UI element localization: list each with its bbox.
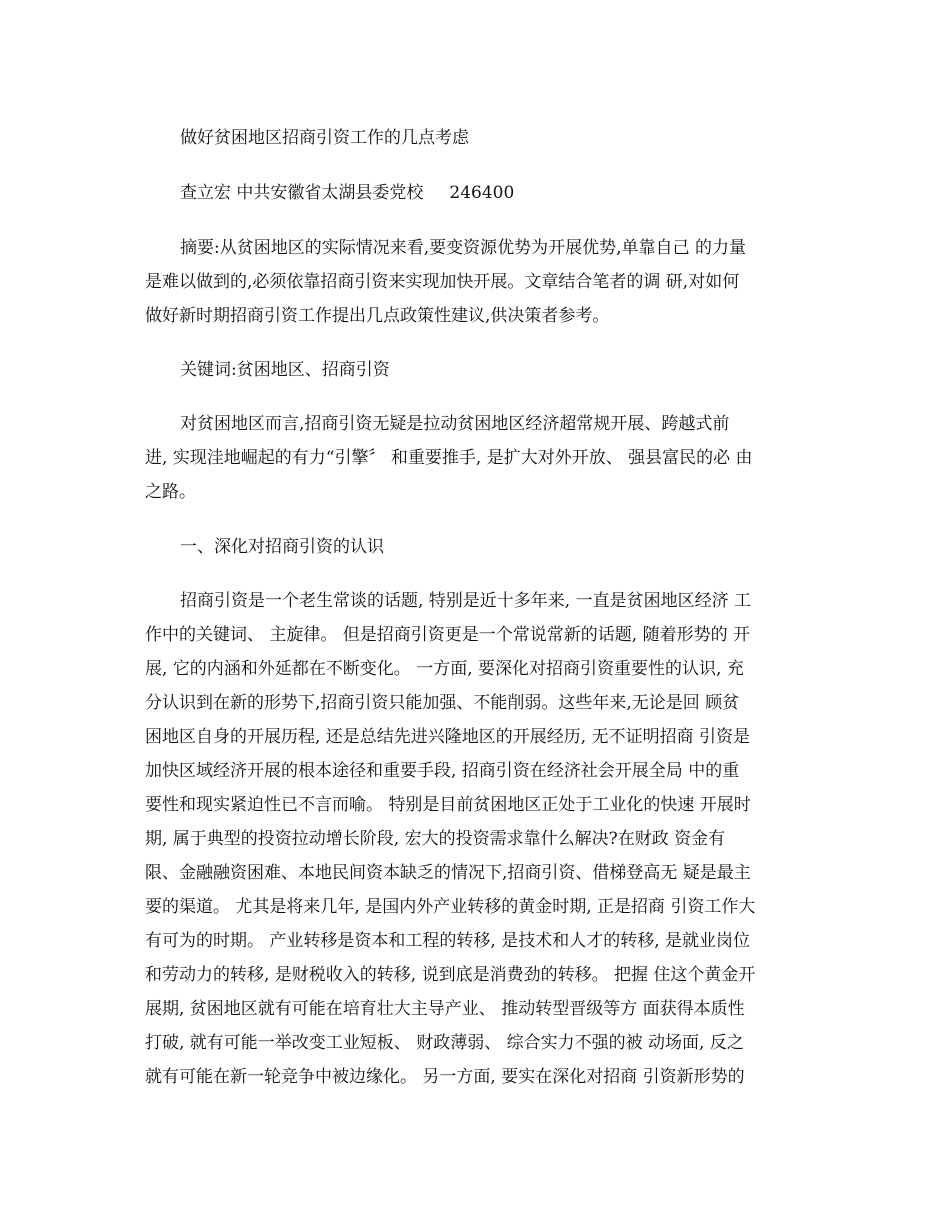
author-name: 查立宏 [180, 183, 231, 203]
section-heading: 一、深化对招商引资的认识 [180, 537, 384, 557]
body-line: 限、金融融资困难、本地民间资本缺乏的情况下,招商引资、借梯登高无 疑是最主 [145, 863, 751, 883]
body-line: 招商引资是一个老生常谈的话题, 特别是近十多年来, 一直是贫困地区经济 工 [180, 591, 752, 611]
intro-line: 对贫困地区而言,招商引资无疑是拉动贫困地区经济超常规开展、跨越式前 [180, 414, 730, 434]
author-line [180, 182, 514, 204]
intro-line: 进, 实现洼地崛起的有力“引擎〞 和重要推手, 是扩大对外开放、 强县富民的必 由 [145, 448, 753, 468]
body-line: 加快区域经济开展的根本途径和重要手段, 招商引资在经济社会开展全局 中的重 [145, 761, 740, 781]
body-line: 困地区自身的开展历程, 还是总结先进兴隆地区的开展经历, 无不证明招商 引资是 [145, 727, 751, 747]
intro-line: 之路。 [145, 482, 196, 502]
body-line: 展, 它的内涵和外延都在不断变化。 一方面, 要深化对招商引资重要性的认识, 充 [145, 659, 744, 679]
body-line: 和劳动力的转移, 是财税收入的转移, 说到底是消费劲的转移。 把握 住这个黄金开 [145, 965, 756, 985]
abstract-line: 摘要:从贫困地区的实际情况来看,要变资源优势为开展优势,单靠自己 的力量 [180, 238, 746, 258]
body-line: 分认识到在新的形势下,招商引资只能加强、不能削弱。这些年来,无论是回 顾贫 [145, 693, 740, 713]
body-line: 要性和现实紧迫性已不言而喻。 特别是目前贫困地区正处于工业化的快速 开展时 [145, 795, 751, 815]
body-line: 作中的关键词、 主旋律。 但是招商引资更是一个常说常新的话题, 随着形势的 开 [145, 625, 751, 645]
body-line: 就有可能在新一轮竞争中被边缘化。 另一方面, 要实在深化对招商 引资新形势的 [145, 1067, 745, 1087]
body-line: 打破, 就有可能一举改变工业短板、 财政薄弱、 综合实力不强的被 动场面, 反之 [145, 1033, 744, 1053]
body-line: 展期, 贫困地区就有可能在培育壮大主导产业、 推动转型晋级等方 面获得本质性 [145, 999, 745, 1019]
abstract-line: 是难以做到的,必须依靠招商引资来实现加快开展。文章结合笔者的调 研,对如何 [145, 272, 740, 292]
postcode: 246400 [449, 183, 515, 203]
abstract-line: 做好新时期招商引资工作提出几点政策性建议,供决策者参考。 [145, 306, 610, 326]
keywords-line: 关键词:贫困地区、招商引资 [180, 360, 390, 380]
body-line: 期, 属于典型的投资拉动增长阶段, 宏大的投资需求靠什么解决?在财政 资金有 [145, 829, 726, 849]
body-line: 要的渠道。 尤其是将来几年, 是国内外产业转移的黄金时期, 正是招商 引资工作大 [145, 897, 756, 917]
author-affiliation: 中共安徽省太湖县委党校 [236, 183, 424, 203]
body-line: 有可为的时期。 产业转移是资本和工程的转移, 是技术和人才的转移, 是就业岗位 [145, 931, 751, 951]
document-title: 做好贫困地区招商引资工作的几点考虑 [180, 128, 469, 148]
